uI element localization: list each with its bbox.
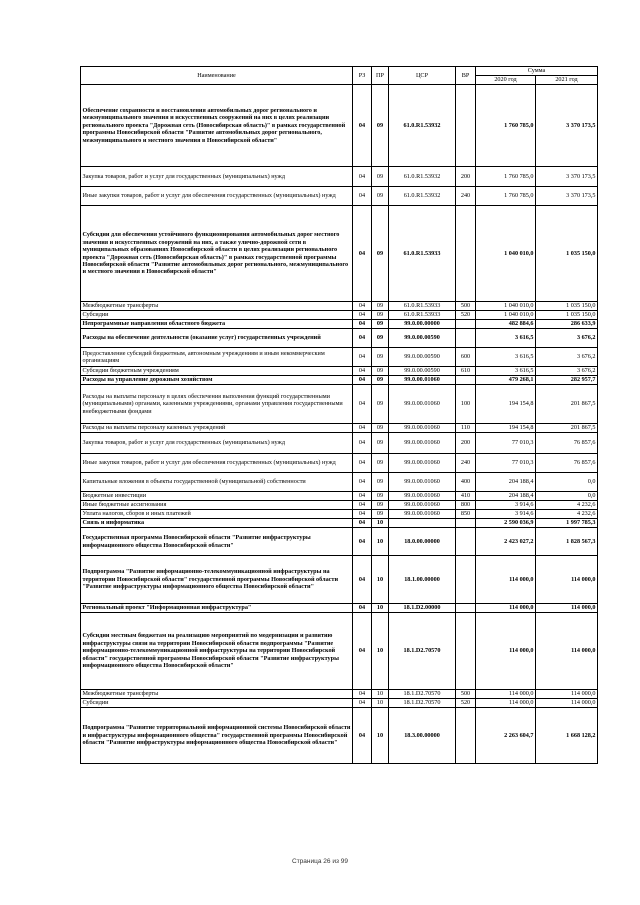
row-csr-cell: 18.1.D2.70570 bbox=[389, 699, 456, 708]
row-csr-cell: 18.1.D2.00000 bbox=[389, 604, 456, 613]
row-csr-cell bbox=[389, 519, 456, 528]
row-pr-cell: 10 bbox=[372, 556, 389, 604]
row-vr-cell: 610 bbox=[456, 367, 476, 376]
row-csr-cell: 18.0.00.00000 bbox=[389, 528, 456, 556]
table-row bbox=[81, 613, 598, 690]
row-name-cell: Закупка товаров, работ и услуг для государственных (муниципальных) нужд bbox=[81, 167, 353, 187]
row-vr-cell: 800 bbox=[456, 501, 476, 510]
row-2021-cell: 76 857,6 bbox=[536, 454, 598, 473]
row-2021-cell: 0,0 bbox=[536, 473, 598, 492]
row-2020-cell: 3 616,5 bbox=[476, 329, 536, 348]
row-name-cell: Региональный проект "Информационная инфраструктура" bbox=[81, 604, 353, 613]
row-pr-cell: 09 bbox=[372, 433, 389, 454]
row-2020-cell: 1 040 010,0 bbox=[476, 302, 536, 311]
row-vr-cell: 200 bbox=[456, 167, 476, 187]
row-pr-cell: 09 bbox=[372, 510, 389, 519]
row-rz-cell: 04 bbox=[353, 167, 372, 187]
row-pr-cell: 10 bbox=[372, 613, 389, 690]
row-rz-cell: 04 bbox=[353, 329, 372, 348]
row-pr-cell: 09 bbox=[372, 85, 389, 167]
table-row bbox=[81, 501, 598, 510]
table-row bbox=[81, 376, 598, 385]
row-name-cell: Расходы на выплаты персоналу в целях обеспечения выполнения функций государственными (муниципальными) органами, казенными учреждениями, органами управления государственными внебюджетными фондами bbox=[81, 385, 353, 424]
table-row bbox=[81, 385, 598, 424]
row-2020-cell: 2 263 604,7 bbox=[476, 708, 536, 764]
row-name-cell: Иные закупки товаров, работ и услуг для обеспечения государственных (муниципальных) нужд bbox=[81, 187, 353, 206]
table-row bbox=[81, 519, 598, 528]
row-csr-cell: 99.0.00.00590 bbox=[389, 367, 456, 376]
row-csr-cell: 61.0.R1.53932 bbox=[389, 187, 456, 206]
row-2021-cell: 0,0 bbox=[536, 492, 598, 501]
row-name-cell: Расходы на управление дорожным хозяйством bbox=[81, 376, 353, 385]
table-row bbox=[81, 424, 598, 433]
row-rz-cell: 04 bbox=[353, 206, 372, 302]
table-row bbox=[81, 510, 598, 519]
row-2021-cell: 114 000,0 bbox=[536, 604, 598, 613]
row-vr-cell: 520 bbox=[456, 699, 476, 708]
row-2020-cell: 2 590 036,9 bbox=[476, 519, 536, 528]
row-csr-cell: 18.1.00.00000 bbox=[389, 556, 456, 604]
table-row bbox=[81, 473, 598, 492]
row-csr-cell: 61.0.R1.53932 bbox=[389, 85, 456, 167]
row-name-cell: Субсидии bbox=[81, 311, 353, 320]
table-row bbox=[81, 320, 598, 329]
row-2020-cell: 3 914,6 bbox=[476, 510, 536, 519]
table-row bbox=[81, 556, 598, 604]
row-csr-cell: 99.0.00.01060 bbox=[389, 433, 456, 454]
row-2021-cell: 1 997 785,3 bbox=[536, 519, 598, 528]
row-vr-cell bbox=[456, 329, 476, 348]
row-pr-cell: 10 bbox=[372, 519, 389, 528]
row-name-cell: Субсидии бюджетным учреждениям bbox=[81, 367, 353, 376]
table-row bbox=[81, 311, 598, 320]
row-csr-cell: 61.0.R1.53933 bbox=[389, 302, 456, 311]
row-csr-cell: 99.0.00.01060 bbox=[389, 492, 456, 501]
row-rz-cell: 04 bbox=[353, 699, 372, 708]
row-csr-cell: 99.0.00.00000 bbox=[389, 320, 456, 329]
row-csr-cell: 99.0.00.00590 bbox=[389, 329, 456, 348]
table-row bbox=[81, 302, 598, 311]
row-csr-cell: 99.0.00.01060 bbox=[389, 376, 456, 385]
row-pr-cell: 09 bbox=[372, 376, 389, 385]
row-vr-cell bbox=[456, 604, 476, 613]
row-rz-cell: 04 bbox=[353, 320, 372, 329]
row-vr-cell: 410 bbox=[456, 492, 476, 501]
row-2020-cell: 1 040 010,0 bbox=[476, 206, 536, 302]
row-2020-cell: 194 154,8 bbox=[476, 385, 536, 424]
row-rz-cell: 04 bbox=[353, 385, 372, 424]
row-2020-cell: 204 188,4 bbox=[476, 492, 536, 501]
row-2020-cell: 3 616,5 bbox=[476, 367, 536, 376]
row-2020-cell: 1 760 785,0 bbox=[476, 187, 536, 206]
row-rz-cell: 04 bbox=[353, 501, 372, 510]
row-pr-cell: 09 bbox=[372, 367, 389, 376]
row-name-cell: Подпрограмма "Развитие информационно-телекоммуникационной инфраструктуры на территории Новосибирской области" государственной программы Новосибирской области "Развитие инфраструктуры информационного общества Новосибирской области" bbox=[81, 556, 353, 604]
table-row bbox=[81, 492, 598, 501]
row-pr-cell: 09 bbox=[372, 492, 389, 501]
row-name-cell: Расходы на обеспечение деятельности (оказание услуг) государственных учреждений bbox=[81, 329, 353, 348]
row-name-cell: Непрограммные направления областного бюджета bbox=[81, 320, 353, 329]
row-2020-cell: 479 268,1 bbox=[476, 376, 536, 385]
row-rz-cell: 04 bbox=[353, 85, 372, 167]
table-row bbox=[81, 433, 598, 454]
row-csr-cell: 61.0.R1.53932 bbox=[389, 167, 456, 187]
row-pr-cell: 09 bbox=[372, 167, 389, 187]
col-sum-header: Сумма bbox=[476, 67, 598, 76]
row-vr-cell: 200 bbox=[456, 433, 476, 454]
row-csr-cell: 99.0.00.01060 bbox=[389, 473, 456, 492]
col-vr-header: ВР bbox=[456, 67, 476, 85]
row-rz-cell: 04 bbox=[353, 302, 372, 311]
row-pr-cell: 09 bbox=[372, 187, 389, 206]
row-rz-cell: 04 bbox=[353, 311, 372, 320]
row-name-cell: Капитальные вложения в объекты государственной (муниципальной) собственности bbox=[81, 473, 353, 492]
row-vr-cell: 100 bbox=[456, 385, 476, 424]
row-name-cell: Обеспечение сохранности и восстановления автомобильных дорог регионального и межмуниципального значения и искусственных сооружений на них в целях реализации регионального проекта "Дорожная сеть (Новосибирская область)" в рамках государственной программы Новосибирской области "Развитие автомобильных дорог регионального, межмуниципального и местного значения в Новосибирской области" bbox=[81, 85, 353, 167]
row-2021-cell: 286 633,9 bbox=[536, 320, 598, 329]
row-name-cell: Межбюджетные трансферты bbox=[81, 690, 353, 699]
row-csr-cell: 18.1.D2.70570 bbox=[389, 613, 456, 690]
row-2021-cell: 1 035 150,0 bbox=[536, 302, 598, 311]
row-vr-cell bbox=[456, 528, 476, 556]
row-vr-cell bbox=[456, 206, 476, 302]
row-2021-cell: 4 232,6 bbox=[536, 501, 598, 510]
row-vr-cell: 500 bbox=[456, 690, 476, 699]
col-pr-header: ПР bbox=[372, 67, 389, 85]
row-rz-cell: 04 bbox=[353, 604, 372, 613]
row-pr-cell: 09 bbox=[372, 320, 389, 329]
row-2021-cell: 76 857,6 bbox=[536, 433, 598, 454]
row-2021-cell: 114 000,0 bbox=[536, 690, 598, 699]
row-pr-cell: 09 bbox=[372, 424, 389, 433]
row-rz-cell: 04 bbox=[353, 433, 372, 454]
row-pr-cell: 10 bbox=[372, 604, 389, 613]
row-rz-cell: 04 bbox=[353, 690, 372, 699]
row-name-cell: Субсидии bbox=[81, 699, 353, 708]
row-2021-cell: 3 370 173,5 bbox=[536, 167, 598, 187]
row-pr-cell: 09 bbox=[372, 473, 389, 492]
row-vr-cell bbox=[456, 320, 476, 329]
row-vr-cell: 240 bbox=[456, 187, 476, 206]
row-name-cell: Межбюджетные трансферты bbox=[81, 302, 353, 311]
row-2020-cell: 204 188,4 bbox=[476, 473, 536, 492]
row-pr-cell: 09 bbox=[372, 454, 389, 473]
row-pr-cell: 10 bbox=[372, 690, 389, 699]
row-2020-cell: 1 760 785,0 bbox=[476, 167, 536, 187]
col-name-header: Наименование bbox=[81, 67, 353, 85]
row-2020-cell: 1 040 010,0 bbox=[476, 311, 536, 320]
row-rz-cell: 04 bbox=[353, 528, 372, 556]
row-vr-cell bbox=[456, 376, 476, 385]
row-vr-cell: 500 bbox=[456, 302, 476, 311]
row-rz-cell: 04 bbox=[353, 519, 372, 528]
row-rz-cell: 04 bbox=[353, 510, 372, 519]
row-2020-cell: 3 914,6 bbox=[476, 501, 536, 510]
row-rz-cell: 04 bbox=[353, 424, 372, 433]
row-name-cell: Субсидии местным бюджетам на реализацию мероприятий по модернизации и развитию инфраструктуры связи на территории Новосибирской области подпрограммы "Развитие информационно-телекоммуникационной инфраструктуры на территории Новосибирской области" государственной программы Новосибирской области "Развитие инфраструктуры информационного общества Новосибирской области" bbox=[81, 613, 353, 690]
row-pr-cell: 10 bbox=[372, 528, 389, 556]
table-row bbox=[81, 348, 598, 367]
row-pr-cell: 09 bbox=[372, 348, 389, 367]
row-name-cell: Связь и информатика bbox=[81, 519, 353, 528]
row-vr-cell bbox=[456, 708, 476, 764]
row-pr-cell: 09 bbox=[372, 329, 389, 348]
row-2021-cell: 201 867,5 bbox=[536, 385, 598, 424]
row-2021-cell: 201 867,5 bbox=[536, 424, 598, 433]
row-rz-cell: 04 bbox=[353, 708, 372, 764]
row-pr-cell: 10 bbox=[372, 708, 389, 764]
table-row bbox=[81, 699, 598, 708]
row-2020-cell: 1 760 785,0 bbox=[476, 85, 536, 167]
row-2021-cell: 1 668 128,2 bbox=[536, 708, 598, 764]
row-pr-cell: 09 bbox=[372, 311, 389, 320]
row-pr-cell: 09 bbox=[372, 206, 389, 302]
row-name-cell: Расходы на выплаты персоналу казенных учреждений bbox=[81, 424, 353, 433]
budget-table-sheet bbox=[80, 66, 597, 764]
row-vr-cell: 240 bbox=[456, 454, 476, 473]
table-body bbox=[81, 85, 598, 764]
row-vr-cell: 600 bbox=[456, 348, 476, 367]
row-2020-cell: 3 616,5 bbox=[476, 348, 536, 367]
row-2020-cell: 114 000,0 bbox=[476, 690, 536, 699]
row-2020-cell: 77 010,3 bbox=[476, 454, 536, 473]
row-csr-cell: 61.0.R1.53933 bbox=[389, 311, 456, 320]
row-csr-cell: 99.0.00.01060 bbox=[389, 385, 456, 424]
col-2021-header: 2021 год bbox=[536, 76, 598, 85]
table-row bbox=[81, 206, 598, 302]
row-rz-cell: 04 bbox=[353, 348, 372, 367]
row-rz-cell: 04 bbox=[353, 454, 372, 473]
row-2020-cell: 114 000,0 bbox=[476, 604, 536, 613]
row-2021-cell: 3 370 173,5 bbox=[536, 187, 598, 206]
row-csr-cell: 99.0.00.01060 bbox=[389, 454, 456, 473]
row-csr-cell: 99.0.00.01060 bbox=[389, 501, 456, 510]
row-name-cell: Государственная программа Новосибирской области "Развитие инфраструктуры информационного общества Новосибирской области" bbox=[81, 528, 353, 556]
table-row bbox=[81, 367, 598, 376]
row-name-cell: Иные закупки товаров, работ и услуг для обеспечения государственных (муниципальных) нужд bbox=[81, 454, 353, 473]
row-csr-cell: 18.3.00.00000 bbox=[389, 708, 456, 764]
row-2021-cell: 1 035 150,0 bbox=[536, 206, 598, 302]
table-row bbox=[81, 690, 598, 699]
row-name-cell: Закупка товаров, работ и услуг для государственных (муниципальных) нужд bbox=[81, 433, 353, 454]
table-row bbox=[81, 604, 598, 613]
row-2020-cell: 77 010,3 bbox=[476, 433, 536, 454]
row-name-cell: Предоставление субсидий бюджетным, автономным учреждениям и иным некоммерческим организациям bbox=[81, 348, 353, 367]
row-name-cell: Иные бюджетные ассигнования bbox=[81, 501, 353, 510]
row-rz-cell: 04 bbox=[353, 473, 372, 492]
table-row bbox=[81, 329, 598, 348]
table-row bbox=[81, 708, 598, 764]
row-2021-cell: 114 000,0 bbox=[536, 613, 598, 690]
row-csr-cell: 61.0.R1.53933 bbox=[389, 206, 456, 302]
row-rz-cell: 04 bbox=[353, 367, 372, 376]
row-rz-cell: 04 bbox=[353, 376, 372, 385]
row-2020-cell: 2 423 027,2 bbox=[476, 528, 536, 556]
row-2021-cell: 3 676,2 bbox=[536, 329, 598, 348]
row-2020-cell: 114 000,0 bbox=[476, 613, 536, 690]
table-row bbox=[81, 528, 598, 556]
row-vr-cell bbox=[456, 556, 476, 604]
table-header bbox=[81, 67, 598, 85]
row-vr-cell bbox=[456, 613, 476, 690]
row-2021-cell: 1 035 150,0 bbox=[536, 311, 598, 320]
col-rz-header: РЗ bbox=[353, 67, 372, 85]
budget-table bbox=[80, 66, 598, 764]
row-2021-cell: 3 370 173,5 bbox=[536, 85, 598, 167]
row-2021-cell: 114 000,0 bbox=[536, 556, 598, 604]
col-2020-header: 2020 год bbox=[476, 76, 536, 85]
row-2020-cell: 114 000,0 bbox=[476, 699, 536, 708]
row-pr-cell: 09 bbox=[372, 385, 389, 424]
row-pr-cell: 09 bbox=[372, 501, 389, 510]
row-pr-cell: 10 bbox=[372, 699, 389, 708]
table-row bbox=[81, 167, 598, 187]
row-2021-cell: 114 000,0 bbox=[536, 699, 598, 708]
row-2020-cell: 482 884,6 bbox=[476, 320, 536, 329]
col-csr-header: ЦСР bbox=[389, 67, 456, 85]
row-name-cell: Подпрограмма "Развитие территориальной информационной системы Новосибирской области и инфраструктуры информационного общества" государственной программы Новосибирской области "Развитие инфраструктуры информационного общества Новосибирской области" bbox=[81, 708, 353, 764]
row-vr-cell: 520 bbox=[456, 311, 476, 320]
row-name-cell: Уплата налогов, сборов и иных платежей bbox=[81, 510, 353, 519]
page-number: Страница 26 из 99 bbox=[292, 858, 348, 865]
row-csr-cell: 99.0.00.01060 bbox=[389, 424, 456, 433]
row-2021-cell: 282 957,7 bbox=[536, 376, 598, 385]
table-row bbox=[81, 454, 598, 473]
table-row bbox=[81, 85, 598, 167]
row-name-cell: Бюджетные инвестиции bbox=[81, 492, 353, 501]
row-csr-cell: 99.0.00.00590 bbox=[389, 348, 456, 367]
row-vr-cell: 110 bbox=[456, 424, 476, 433]
row-vr-cell bbox=[456, 519, 476, 528]
row-rz-cell: 04 bbox=[353, 187, 372, 206]
row-2021-cell: 3 676,2 bbox=[536, 367, 598, 376]
row-vr-cell: 400 bbox=[456, 473, 476, 492]
row-2020-cell: 114 000,0 bbox=[476, 556, 536, 604]
row-rz-cell: 04 bbox=[353, 492, 372, 501]
row-rz-cell: 04 bbox=[353, 556, 372, 604]
row-rz-cell: 04 bbox=[353, 613, 372, 690]
row-2020-cell: 194 154,8 bbox=[476, 424, 536, 433]
row-2021-cell: 4 232,6 bbox=[536, 510, 598, 519]
row-csr-cell: 18.1.D2.70570 bbox=[389, 690, 456, 699]
row-2021-cell: 3 676,2 bbox=[536, 348, 598, 367]
row-csr-cell: 99.0.00.01060 bbox=[389, 510, 456, 519]
table-row bbox=[81, 187, 598, 206]
row-pr-cell: 09 bbox=[372, 302, 389, 311]
row-2021-cell: 1 828 567,3 bbox=[536, 528, 598, 556]
row-name-cell: Субсидии для обеспечения устойчивого функционирования автомобильных дорог местного значения и искусственных сооружений на них, а также улично-дорожной сети в муниципальных образованиях Новосибирской области в целях реализации регионального проекта "Дорожная сеть (Новосибирская область)" в рамках государственной программы Новосибирской области "Развитие автомобильных дорог регионального, межмуниципального и местного значения в Новосибирской области" bbox=[81, 206, 353, 302]
row-vr-cell: 850 bbox=[456, 510, 476, 519]
row-vr-cell bbox=[456, 85, 476, 167]
